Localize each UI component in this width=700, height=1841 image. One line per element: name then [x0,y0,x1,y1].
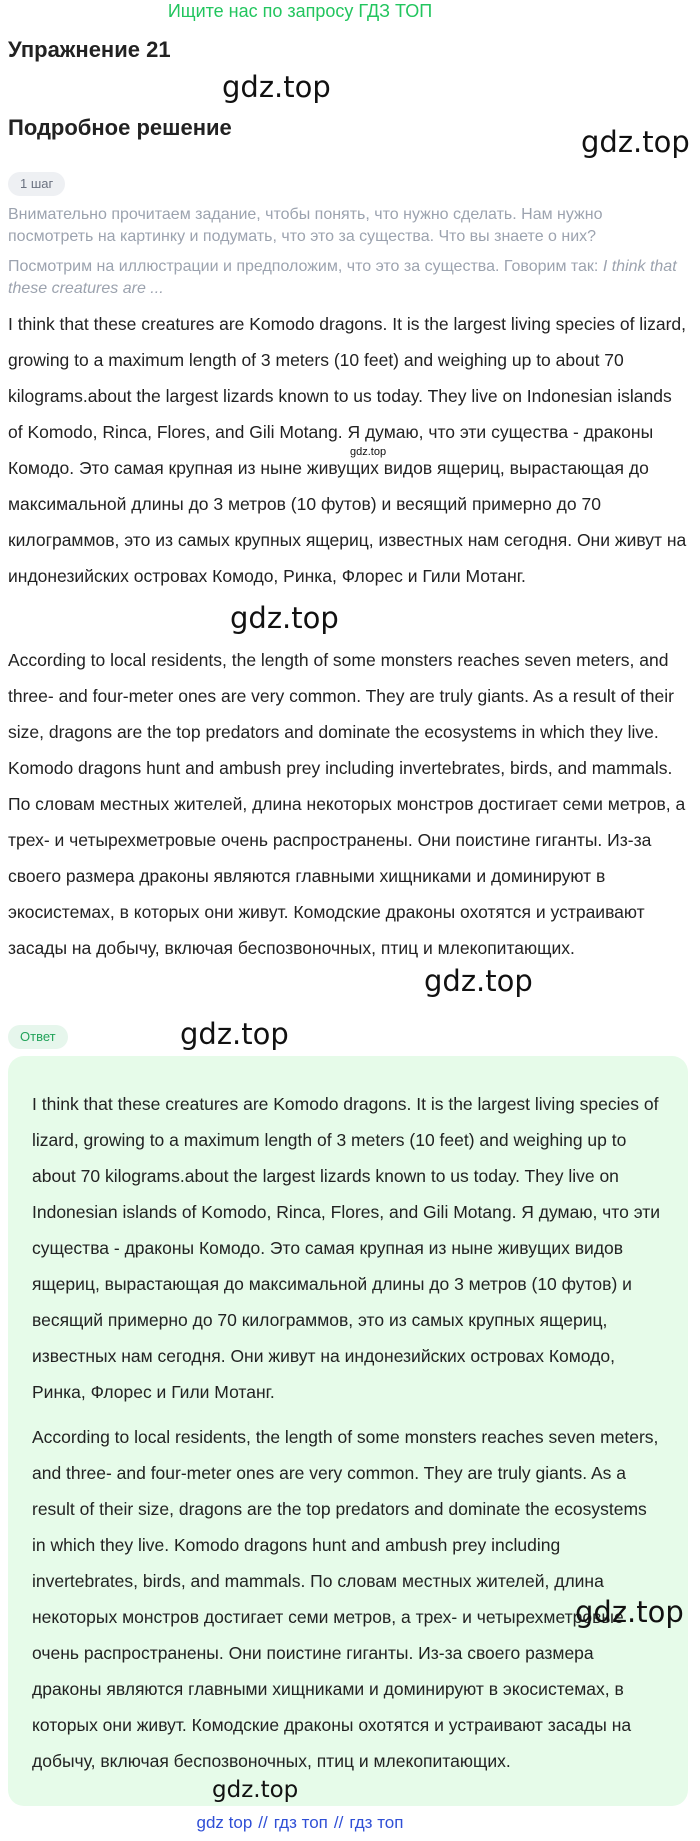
hint-text [8,256,678,300]
footer-link-gdz-top[interactable]: gdz top [196,1813,253,1832]
exercise-title: Упражнение 21 [8,37,171,62]
solution-title: Подробное решение [8,115,232,140]
answer-paragraph: I think that these creatures are Komodo dragons. It is the largest living species of lizard, growing to a maximum length of 3 meters (10 feet) and weighing up to about 70 kilograms.about the largest lizards known to us today. They live on Indonesian islands of Komodo, Rinca, Flores, and Gili Motang. Я думаю, что эти существа - драконы Комодо. Это самая крупная из ныне живущих видов ящериц, вырастающая до максимальной длины до 3 метров (10 футов) и весящий примерно до 70 килограммов, это из самых крупных ящериц, известных нам сегодня. Они живут на индонезийских островах Комодо, Ринка, Флорес и Гили Мотанг. [32,1094,661,1402]
watermark: gdz.top [581,125,690,159]
hint-text-plain: Посмотрим на иллюстрации и предположим, что это за существа. Говорим так: [8,258,603,275]
answer-paragraph: According to local residents, the length of some monsters reaches seven meters, and three- and four-meter ones are very common. They are truly giants. As a result of their size, dragons are the top predators and dominate the ecosystems in which they live. Komodo dragons hunt and ambush prey including invertebrates, birds, and mammals. По словам местных жителей, длина некоторых монстров достигает семи метров, а трех- и четырехметровые очень распространены. Они поистине гиганты. Из-за своего размера драконы являются главными хищниками и доминируют в экосистемах, в которых они живут. Комодские драконы охотятся и устраивают засады на добычу, включая беспозвоночных, птиц и млекопитающих. [32,1427,659,1771]
step-badge: 1 шаг [8,172,65,196]
top-banner: Ищите нас по запросу ГДЗ ТОП [167,1,433,21]
watermark: gdz.top [230,601,339,635]
watermark: gdz.top [575,1595,684,1629]
hint-text-italic: I think that these creatures are ... [8,258,677,297]
hint-text: Внимательно прочитаем задание, чтобы понять, что нужно сделать. Нам нужно посмотреть на картинку и подумать, что это за существа. Что вы знаете о них? [8,206,603,245]
footer-links [0,1812,600,1834]
watermark: gdz.top [424,964,533,998]
watermark: gdz.top [222,70,331,104]
solution-paragraph: I think that these creatures are Komodo dragons. It is the largest living species of lizard, growing to a maximum length of 3 meters (10 feet) and weighing up to about 70 kilograms.about the largest lizards known to us today. They live on Indonesian islands of Komodo, Rinca, Flores, and Gili Motang. Я думаю, что эти существа - драконы Комодо. Это самая крупная из ныне живущих видов ящериц, вырастающая до максимальной длины до 3 метров (10 футов) и весящий примерно до 70 килограммов, это из самых крупных ящериц, известных нам сегодня. Они живут на индонезийских островах Комодо, Ринка, Флорес и Гили Мотанг. [8,314,687,586]
footer-separator: // [333,1813,344,1832]
watermark: gdz.top [350,446,387,458]
footer-link-gdz-top-ru[interactable]: гдз топ [273,1813,328,1832]
solution-paragraph: According to local residents, the length of some monsters reaches seven meters, and three- and four-meter ones are very common. They are truly giants. As a result of their size, dragons are the top predators and dominate the ecosystems in which they live. Komodo dragons hunt and ambush prey including invertebrates, birds, and mammals. По словам местных жителей, длина некоторых монстров достигает семи метров, а трех- и четырехметровые очень распространены. Они поистине гиганты. Из-за своего размера драконы являются главными хищниками и доминируют в экосистемах, в которых они живут. Комодские драконы охотятся и устраивают засады на добычу, включая беспозвоночных, птиц и млекопитающих. [8,650,686,958]
watermark: gdz.top [180,1017,289,1051]
watermark: gdz.top [212,1777,299,1803]
footer-separator: // [258,1813,268,1832]
answer-badge: Ответ [8,1025,68,1049]
footer-link-gdz-top-ru-2[interactable]: гдз топ [349,1813,404,1832]
